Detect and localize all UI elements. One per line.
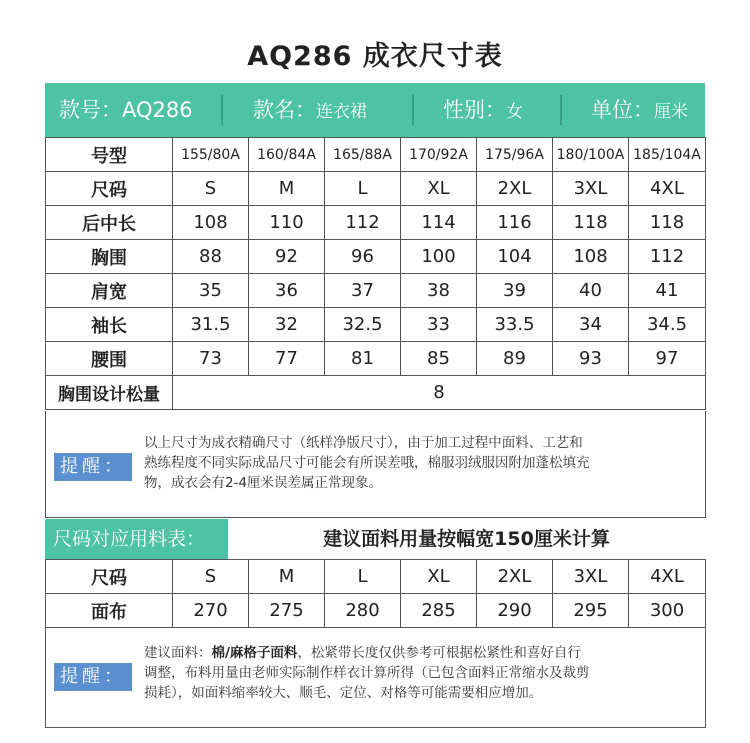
table-row xyxy=(46,138,706,172)
table-cell: 160/84A xyxy=(249,138,325,172)
table-cell: 40 xyxy=(553,274,629,308)
table-cell: 35 xyxy=(173,274,249,308)
row-label: 面布 xyxy=(46,594,173,628)
table-cell: 41 xyxy=(629,274,706,308)
table-cell: 275 xyxy=(249,594,325,628)
table-row xyxy=(46,240,706,274)
table-cell: 104 xyxy=(477,240,553,274)
gender-field xyxy=(443,83,523,137)
fabric-suggest-rest: ，松紧带长度仅供参考可根据松紧性和喜好自行 xyxy=(297,645,581,661)
table-cell: 88 xyxy=(173,240,249,274)
page-title: AQ286 成衣尺寸表 xyxy=(247,41,503,72)
fabric-banner-title: 尺码对应用料表： xyxy=(45,519,228,559)
header-divider xyxy=(412,95,414,125)
table-row xyxy=(46,376,706,410)
table-cell: 170/92A xyxy=(401,138,477,172)
table-cell: 92 xyxy=(249,240,325,274)
table-cell: 285 xyxy=(401,594,477,628)
row-label: 尺码 xyxy=(46,172,173,206)
tip-line: 物，成衣会有2-4厘米误差属正常现象。 xyxy=(144,475,383,491)
tip-text-2 xyxy=(144,643,700,703)
table-row xyxy=(46,172,706,206)
table-cell: 81 xyxy=(325,342,401,376)
unit-field xyxy=(591,83,688,137)
table-cell: 270 xyxy=(173,594,249,628)
table-cell: 185/104A xyxy=(629,138,706,172)
tip-line: 损耗），如面料缩率较大、顺毛、定位、对格等可能需要相应增加。 xyxy=(144,685,543,701)
gender-value: 女 xyxy=(506,102,523,122)
table-cell: 73 xyxy=(173,342,249,376)
style-name-value: 连衣裙 xyxy=(316,102,367,122)
table-cell: 108 xyxy=(553,240,629,274)
table-cell: 93 xyxy=(553,342,629,376)
table-cell: 118 xyxy=(553,206,629,240)
table-cell: 114 xyxy=(401,206,477,240)
tip-badge: 提醒： xyxy=(54,663,132,691)
style-name-field xyxy=(253,83,367,137)
row-label: 袖长 xyxy=(46,308,173,342)
table-cell: 34 xyxy=(553,308,629,342)
table-cell: 155/80A xyxy=(173,138,249,172)
table-cell: 32 xyxy=(249,308,325,342)
table-cell: L xyxy=(325,172,401,206)
table-cell: 31.5 xyxy=(173,308,249,342)
table-cell: 118 xyxy=(629,206,706,240)
header-divider xyxy=(560,95,562,125)
table-cell: 77 xyxy=(249,342,325,376)
table-cell: 2XL xyxy=(477,172,553,206)
table-cell: 32.5 xyxy=(325,308,401,342)
table-cell: 3XL xyxy=(553,172,629,206)
table-cell: 33.5 xyxy=(477,308,553,342)
table-cell: XL xyxy=(401,560,477,594)
table-cell: 116 xyxy=(477,206,553,240)
fabric-banner-note: 建议面料用量按幅宽150厘米计算 xyxy=(323,528,610,550)
tip-box xyxy=(45,411,706,518)
table-cell: 38 xyxy=(401,274,477,308)
table-row xyxy=(46,274,706,308)
table-cell: 290 xyxy=(477,594,553,628)
fabric-suggest-value: 棉/麻格子面料 xyxy=(211,645,298,661)
tip-line: 熟练程度不同实际成品尺寸可能会有所误差哦，棉服羽绒服因附加蓬松填充 xyxy=(144,455,590,471)
table-cell: S xyxy=(173,172,249,206)
table-cell: 89 xyxy=(477,342,553,376)
table-cell: 110 xyxy=(249,206,325,240)
tip-box-2 xyxy=(45,627,706,728)
tip-line: 调整，布料用量由老师实际制作样衣计算所得（已包含面料正常缩水及裁剪 xyxy=(144,665,590,681)
table-cell: 97 xyxy=(629,342,706,376)
table-cell: XL xyxy=(401,172,477,206)
table-cell: 33 xyxy=(401,308,477,342)
table-cell: 300 xyxy=(629,594,706,628)
table-cell: 180/100A xyxy=(553,138,629,172)
table-row xyxy=(46,308,706,342)
table-cell: 165/88A xyxy=(325,138,401,172)
size-table xyxy=(45,137,706,410)
table-row xyxy=(46,206,706,240)
table-cell: 112 xyxy=(325,206,401,240)
row-label: 腰围 xyxy=(46,342,173,376)
row-label: 胸围 xyxy=(46,240,173,274)
header-bar xyxy=(45,83,705,137)
table-cell: 36 xyxy=(249,274,325,308)
table-cell: 112 xyxy=(629,240,706,274)
style-name-label: 款名： xyxy=(253,98,316,122)
table-row xyxy=(46,342,706,376)
ease-value: 8 xyxy=(173,376,706,410)
ease-label: 胸围设计松量 xyxy=(46,376,173,410)
table-cell: M xyxy=(249,560,325,594)
tip-text xyxy=(144,433,700,493)
unit-value: 厘米 xyxy=(654,102,688,122)
tip-badge: 提醒： xyxy=(54,453,132,481)
row-label: 号型 xyxy=(46,138,173,172)
table-cell: 4XL xyxy=(629,172,706,206)
tip-line: 以上尺寸为成衣精确尺寸（纸样净版尺寸），由于加工过程中面料、工艺和 xyxy=(144,435,583,451)
table-cell: 96 xyxy=(325,240,401,274)
table-cell: 295 xyxy=(553,594,629,628)
table-cell: 85 xyxy=(401,342,477,376)
table-row xyxy=(46,594,706,628)
table-cell: 3XL xyxy=(553,560,629,594)
unit-label: 单位： xyxy=(591,98,654,122)
table-cell: 175/96A xyxy=(477,138,553,172)
table-cell: 108 xyxy=(173,206,249,240)
table-cell: 2XL xyxy=(477,560,553,594)
table-cell: L xyxy=(325,560,401,594)
table-cell: 100 xyxy=(401,240,477,274)
fabric-suggest-label: 建议面料： xyxy=(144,645,212,661)
table-cell: 34.5 xyxy=(629,308,706,342)
table-cell: M xyxy=(249,172,325,206)
table-cell: 37 xyxy=(325,274,401,308)
table-cell: 39 xyxy=(477,274,553,308)
row-label: 尺码 xyxy=(46,560,173,594)
table-cell: 4XL xyxy=(629,560,706,594)
tip-line xyxy=(144,643,700,663)
fabric-banner xyxy=(45,519,705,559)
fabric-table xyxy=(45,559,706,628)
table-row xyxy=(46,560,706,594)
row-label: 后中长 xyxy=(46,206,173,240)
table-cell: 280 xyxy=(325,594,401,628)
row-label: 肩宽 xyxy=(46,274,173,308)
gender-label: 性别： xyxy=(443,98,506,122)
table-cell: S xyxy=(173,560,249,594)
style-number: 款号：AQ286 xyxy=(59,98,193,122)
header-divider xyxy=(221,95,223,125)
